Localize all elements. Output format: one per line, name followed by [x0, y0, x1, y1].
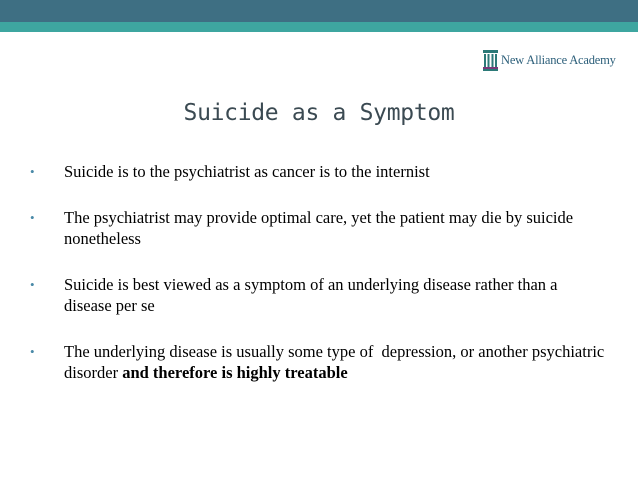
bullet-item: [30, 274, 605, 316]
bullet-item: [30, 161, 605, 182]
logo: [483, 47, 616, 73]
bullet-marker: •: [30, 164, 35, 179]
bullet-marker: •: [30, 210, 35, 225]
bullet-marker: •: [30, 344, 35, 359]
header-stripe: [0, 22, 638, 32]
bullet-text: Suicide is best viewed as a symptom of an underlying disease rather than a disease per se: [64, 275, 558, 315]
bullet-list: [30, 161, 609, 408]
header-band: [0, 0, 638, 22]
bullet-text: Suicide is to the psychiatrist as cancer is to the internist: [64, 162, 430, 181]
academy-building-icon: [483, 48, 498, 72]
slide-title: Suicide as a Symptom: [183, 100, 455, 126]
bullet-marker: •: [30, 277, 35, 292]
bullet-text: The psychiatrist may provide optimal care, yet the patient may die by suicide nonetheless: [64, 208, 574, 248]
bullet-item: [30, 207, 605, 249]
bullet-item: [30, 341, 609, 383]
bullet-text: The underlying disease is usually some type of depression, or another psychiatric disorder: [64, 342, 609, 382]
bullet-emphasis: and therefore is highly treatable: [122, 363, 348, 382]
logo-text: New Alliance Academy: [501, 52, 616, 67]
